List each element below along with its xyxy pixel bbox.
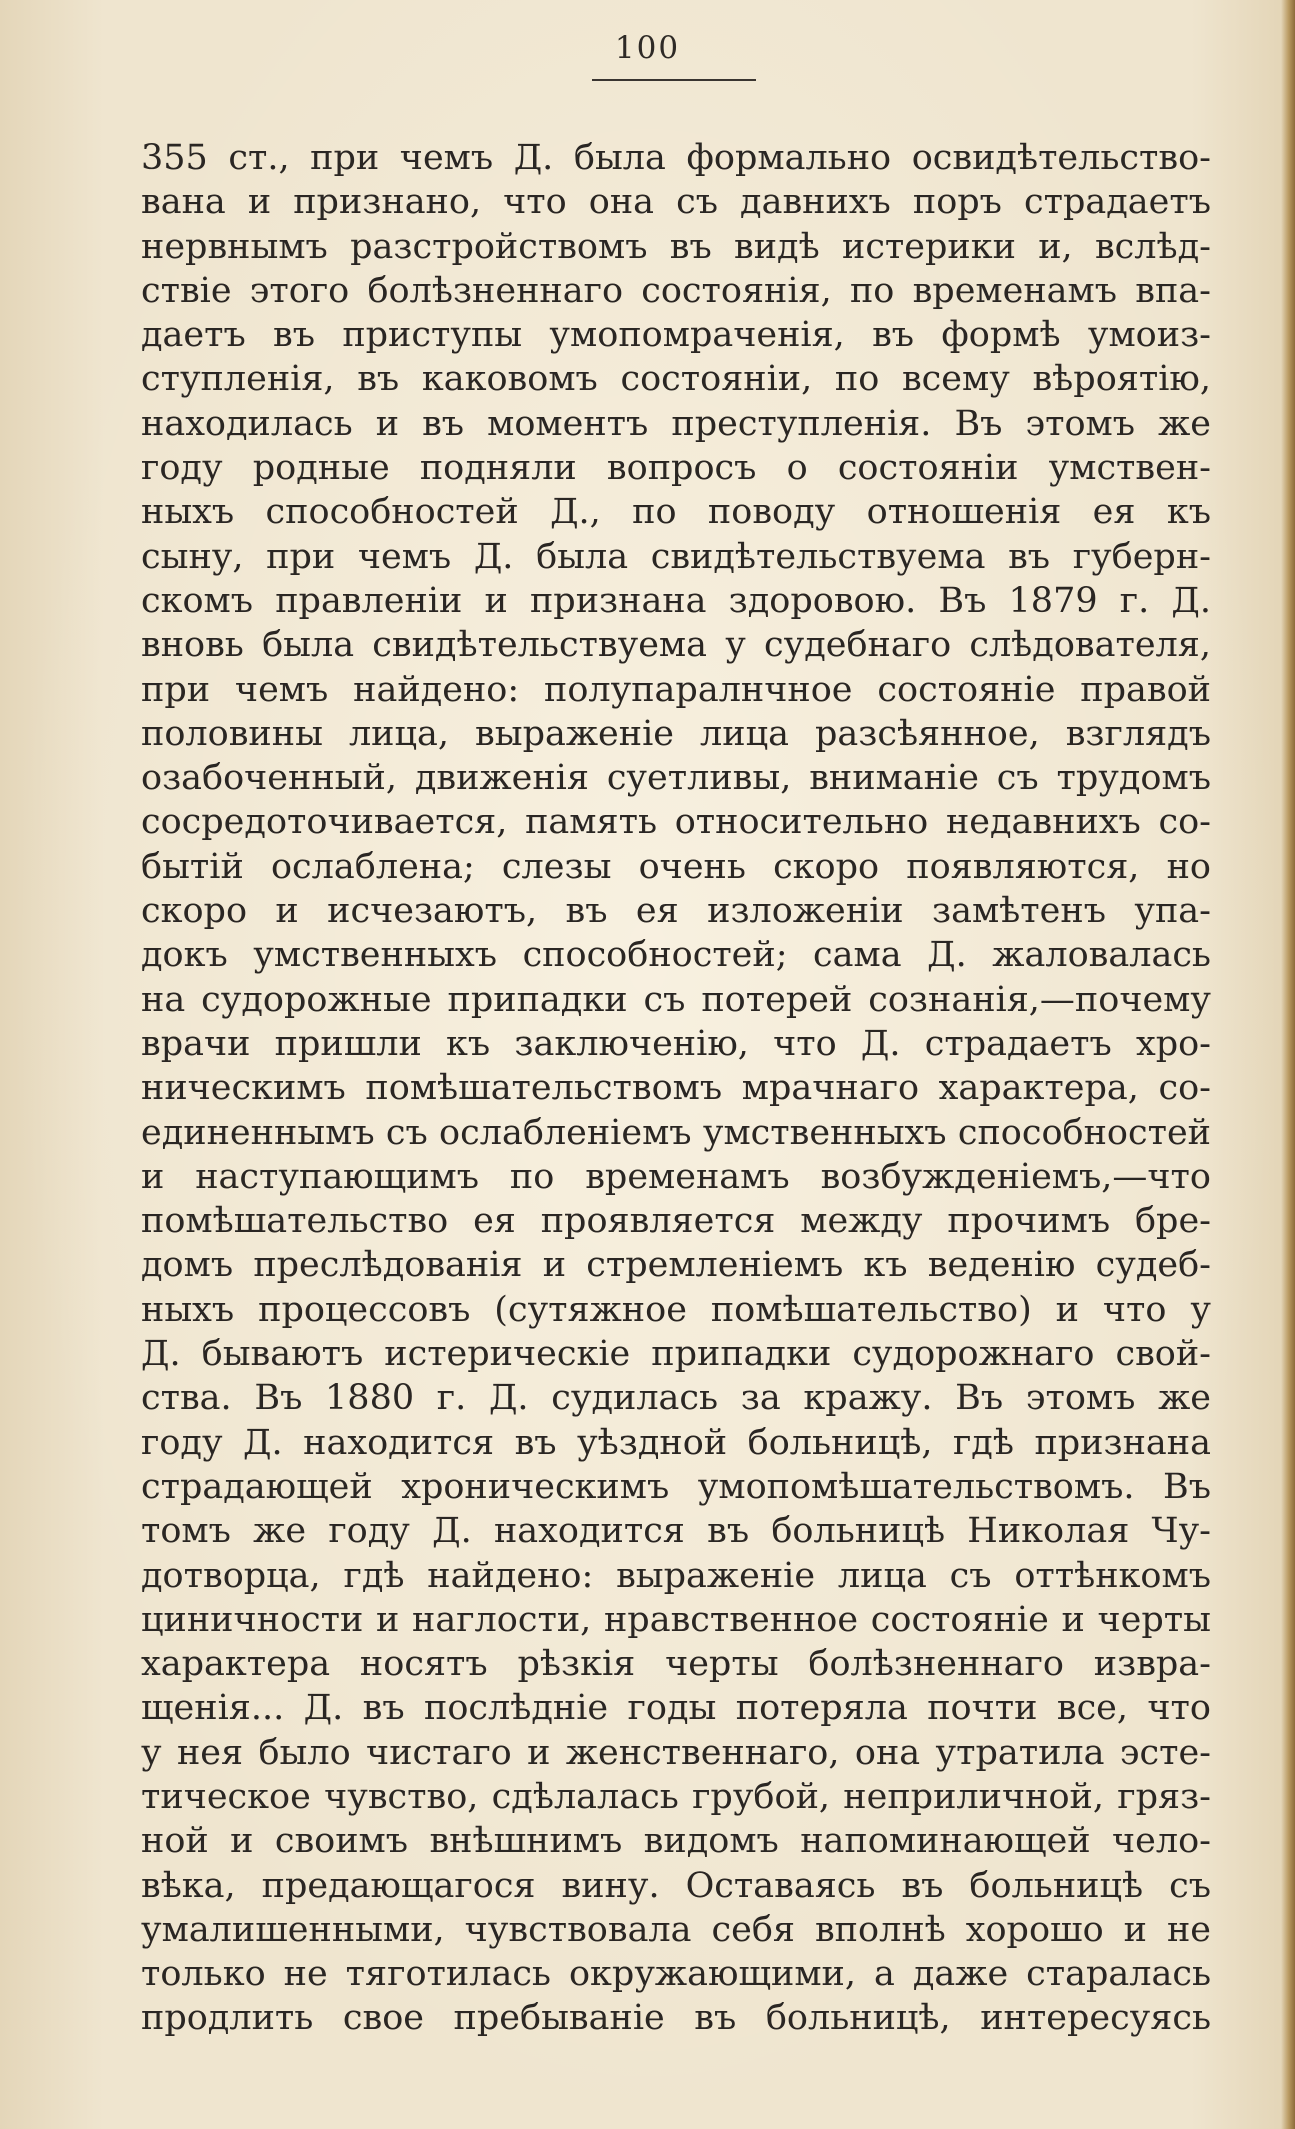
text-line: ствіе этого болѣзненнаго состоянія, по временамъ впа- — [141, 270, 1211, 311]
page-edge-shadow — [1281, 0, 1295, 2129]
text-line: вновь была свидѣтельствуема у судебнаго слѣдователя, — [141, 625, 1211, 666]
text-line: вана и признано, что она съ давнихъ поръ страдаетъ — [141, 182, 1211, 223]
text-line: ной и своимъ внѣшнимъ видомъ напоминающей чело- — [141, 1821, 1211, 1862]
text-line: домъ преслѣдованія и стремленіемъ къ веденію судеб- — [141, 1245, 1211, 1286]
text-line: нервнымъ разстройствомъ въ видѣ истерики и, вслѣд- — [141, 226, 1211, 267]
text-line: ства. Въ 1880 г. Д. судилась за кражу. Въ этомъ же — [141, 1378, 1211, 1419]
text-line: докъ умственныхъ способностей; сама Д. жаловалась — [141, 935, 1211, 976]
text-line: единеннымъ съ ослабленіемъ умственныхъ способностей — [141, 1112, 1211, 1153]
text-line: скоро и исчезаютъ, въ ея изложеніи замѣтенъ упа- — [141, 891, 1211, 932]
text-line: ныхъ процессовъ (сутяжное помѣшательство) и что у — [141, 1289, 1211, 1330]
text-line: находилась и въ моментъ преступленія. Въ этомъ же — [141, 403, 1211, 444]
text-line: сосредоточивается, память относительно недавнихъ со- — [141, 802, 1211, 843]
text-line: ныхъ способностей Д., по поводу отношенія ея къ — [141, 492, 1211, 533]
text-line: характера носятъ рѣзкія черты болѣзненнаго извра- — [141, 1644, 1211, 1685]
text-line: даетъ въ приступы умопомраченія, въ формѣ умоиз- — [141, 315, 1211, 356]
text-line: циничности и наглости, нравственное состояніе и черты — [141, 1599, 1211, 1640]
text-line: Д. бываютъ истерическіе припадки судорожнаго свой- — [141, 1334, 1211, 1375]
text-line: году родные подняли вопросъ о состояніи умствен- — [141, 448, 1211, 489]
text-line: половины лица, выраженіе лица разсѣянное, взглядъ — [141, 713, 1211, 754]
text-line: 355 ст., при чемъ Д. была формально освидѣтельство- — [141, 138, 1211, 178]
text-line: только не тяготилась окружающими, а даже старалась — [141, 1954, 1211, 1995]
text-line: году Д. находится въ уѣздной больницѣ, гдѣ признана — [141, 1422, 1211, 1463]
page-number: 100 — [614, 30, 681, 66]
text-line: ническимъ помѣшательствомъ мрачнаго характера, со- — [141, 1068, 1211, 1109]
text-line: у нея было чистаго и женственнаго, она утратила эсте- — [141, 1732, 1211, 1773]
text-line: и наступающимъ по временамъ возбужденіемъ,—что — [141, 1156, 1211, 1197]
text-line: томъ же году Д. находится въ больницѣ Николая Чу- — [141, 1511, 1211, 1552]
text-line: умалишенными, чувствовала себя вполнѣ хорошо и не — [141, 1909, 1211, 1950]
header-rule — [592, 79, 756, 81]
text-line: врачи пришли къ заключенію, что Д. страдаетъ хро- — [141, 1023, 1211, 1064]
text-line: продлить свое пребываніе въ больницѣ, интересуясь — [141, 1998, 1211, 2039]
text-line: щенія... Д. въ послѣдніе годы потеряла почти все, что — [141, 1688, 1211, 1729]
text-line: помѣшательство ея проявляется между прочимъ бре- — [141, 1201, 1211, 1242]
text-line: страдающей хроническимъ умопомѣшательствомъ. Въ — [141, 1466, 1211, 1507]
text-line: ступленія, въ каковомъ состояніи, по всему вѣроятію, — [141, 359, 1211, 400]
text-line: бытій ослаблена; слезы очень скоро появляются, но — [141, 846, 1211, 887]
text-line: вѣка, предающагося вину. Оставаясь въ больницѣ съ — [141, 1865, 1211, 1906]
text-line: скомъ правленіи и признана здоровою. Въ 1879 г. Д. — [141, 580, 1211, 621]
text-line: сыну, при чемъ Д. была свидѣтельствуема въ губерн- — [141, 536, 1211, 577]
body-text — [141, 136, 1211, 2041]
text-line: озабоченный, движенія суетливы, вниманіе съ трудомъ — [141, 758, 1211, 799]
text-line: при чемъ найдено: полупаралнчное состояніе правой — [141, 669, 1211, 710]
text-line: дотворца, гдѣ найдено: выраженіе лица съ оттѣнкомъ — [141, 1555, 1211, 1596]
text-line: на судорожные припадки съ потерей сознанія,—почему — [141, 979, 1211, 1020]
text-line: тическое чувство, сдѣлалась грубой, неприличной, гряз- — [141, 1776, 1211, 1817]
